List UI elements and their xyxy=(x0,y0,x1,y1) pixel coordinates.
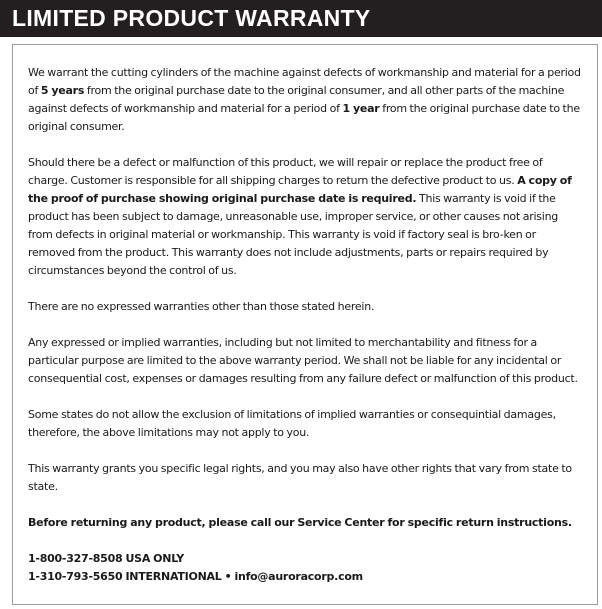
legal-rights-paragraph: This warranty grants you specific legal rights, and you may also have other rights that vary from state to state. xyxy=(28,462,572,493)
phone-international-email: 1-310-793-5650 INTERNATIONAL • info@auroracorp.com xyxy=(28,570,363,583)
defect-paragraph xyxy=(28,154,584,280)
warranty-period-text-3: from the original purchase date to the original consumer. xyxy=(28,102,580,133)
warranty-period-text-2: from the original purchase date to the original consumer, and all other parts of the machine against defects of workmanship and material for a period of xyxy=(28,84,565,115)
warranty-period-paragraph xyxy=(28,64,584,136)
warranty-period-cylinders: 5 years xyxy=(40,84,85,97)
warranty-body xyxy=(28,64,584,604)
warranty-period-parts: 1 year xyxy=(342,102,380,115)
contact-info xyxy=(28,550,584,586)
warranty-period-text-1: We warrant the cutting cylinders of the machine against defects of workmanship and material for a period of xyxy=(28,66,581,97)
defect-text-1: Should there be a defect or malfunction of this product, we will repair or replace the product free of charge. Customer is responsible for all shipping charges to return the defective product to us. xyxy=(28,156,543,187)
expressed-warranties-paragraph: There are no expressed warranties other than those stated herein. xyxy=(28,300,375,313)
proof-of-purchase-requirement: A copy of the proof of purchase showing original purchase date is required. xyxy=(28,174,572,205)
implied-warranties-paragraph: Any expressed or implied warranties, including but not limited to merchantability and fitness for a particular purpose are limited to the above warranty period. We shall not be liable for any incidental or consequential cost, expenses or damages resulting from any failure defect or malfunction of this product. xyxy=(28,336,578,385)
defect-text-2: This warranty is void if the product has been subject to damage, unreasonable use, improper service, or other causes not arising from defects in original material or workmanship. This warranty is void if factory seal is bro-ken or removed from the product. This warranty does not include adjustments, parts or repairs required by circumstances beyond the control of us. xyxy=(28,192,559,277)
phone-usa: 1-800-327-8508 USA ONLY xyxy=(28,552,184,565)
service-center-notice: Before returning any product, please call our Service Center for specific return instructions. xyxy=(28,516,572,529)
title-bar xyxy=(0,0,602,37)
state-exclusions-paragraph: Some states do not allow the exclusion of limitations of implied warranties or consequintial damages, therefore, the above limitations may not apply to you. xyxy=(28,408,556,439)
page-title: LIMITED PRODUCT WARRANTY xyxy=(12,5,371,31)
